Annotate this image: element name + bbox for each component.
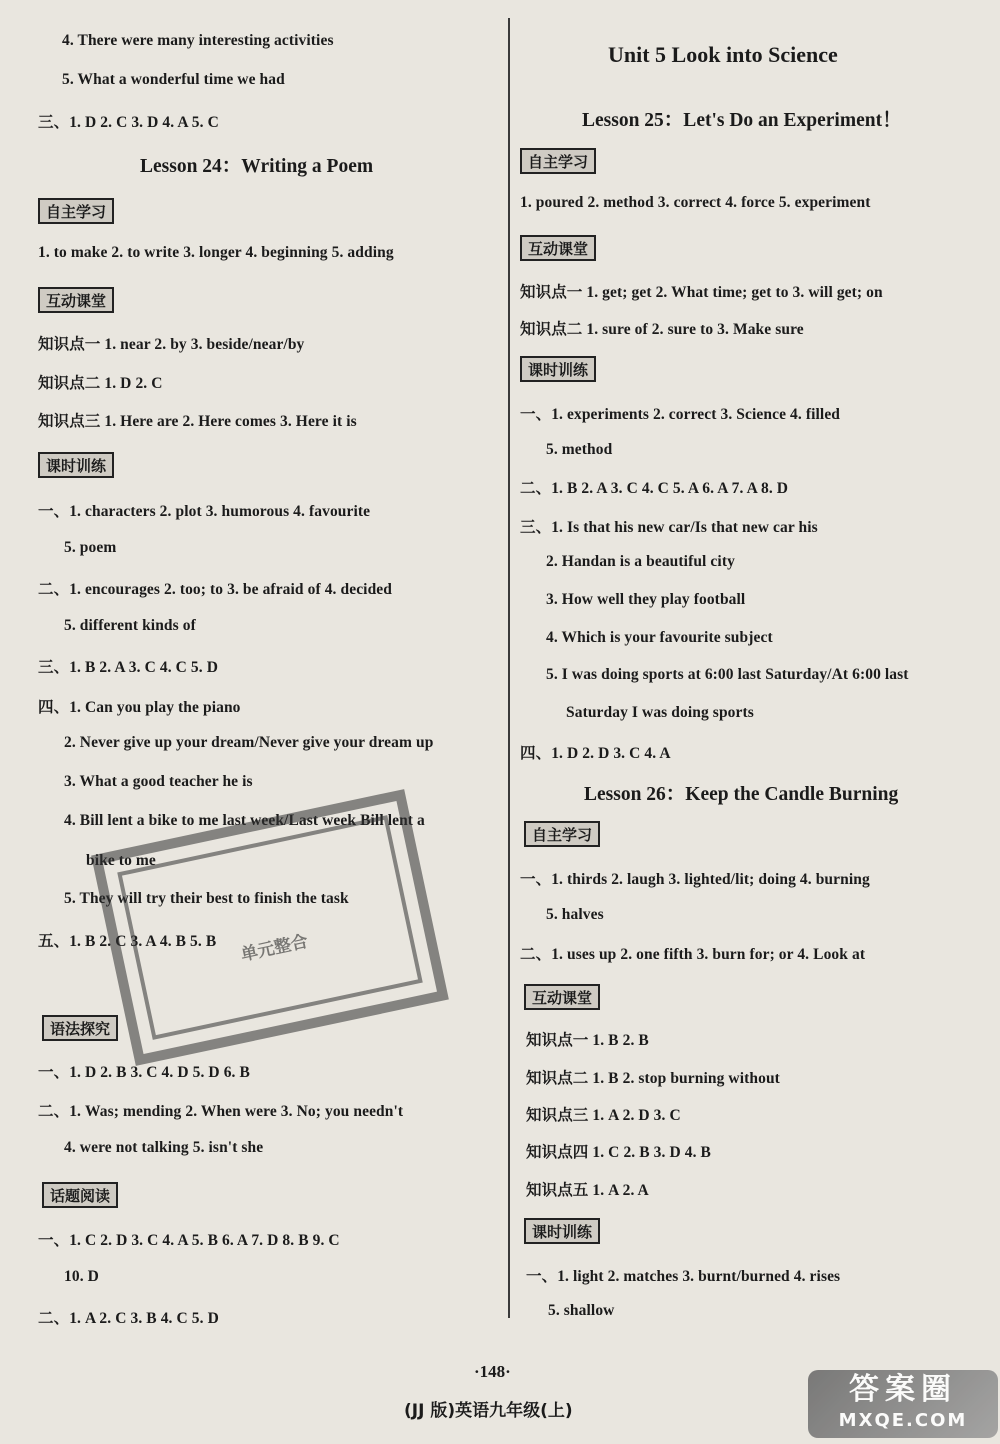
section-tag-self-study: 自主学习 [524, 821, 600, 847]
answer-line: 3. How well they play football [546, 591, 746, 608]
answer-line: bike to me [86, 852, 156, 869]
answer-line: 知识点二 1. B 2. stop burning without [526, 1070, 780, 1087]
seal-stamp-inner-border [117, 815, 423, 1040]
section-tag-topic-reading: 话题阅读 [42, 1182, 118, 1208]
answer-line: 5. What a wonderful time we had [62, 71, 285, 88]
answer-line: 5. halves [546, 906, 604, 923]
answer-line: 二、1. encourages 2. too; to 3. be afraid of 4. decided [38, 581, 393, 598]
answer-line: 5. shallow [548, 1302, 615, 1319]
answer-line: 2. Handan is a beautiful city [546, 553, 735, 570]
section-tag-practice: 课时训练 [520, 356, 596, 382]
answer-line: 知识点三 1. A 2. D 3. C [526, 1107, 681, 1124]
answer-line: 知识点一 1. near 2. by 3. beside/near/by [38, 336, 305, 353]
answer-line: 5. They will try their best to finish the task [64, 890, 349, 907]
seal-stamp [91, 789, 449, 1066]
section-tag-self-study: 自主学习 [38, 198, 114, 224]
unit-5-title: Unit 5 Look into Science [608, 42, 838, 67]
answer-line: 一、1. C 2. D 3. C 4. A 5. B 6. A 7. D 8. B 9. C [38, 1232, 340, 1249]
answer-line: 四、1. D 2. D 3. C 4. A [520, 745, 671, 762]
section-tag-interactive: 互动课堂 [520, 235, 596, 261]
answer-line: 二、1. uses up 2. one fifth 3. burn for; or 4. Look at [520, 946, 866, 963]
answer-line: 知识点五 1. A 2. A [526, 1182, 649, 1199]
section-tag-interactive: 互动课堂 [524, 984, 600, 1010]
watermark-logo [808, 1370, 998, 1438]
answer-line: 一、1. characters 2. plot 3. humorous 4. favourite [38, 503, 371, 520]
section-tag-self-study: 自主学习 [520, 148, 596, 174]
answer-line: 一、1. experiments 2. correct 3. Science 4. filled [520, 406, 841, 423]
column-divider [508, 18, 510, 1318]
answer-line: 一、1. light 2. matches 3. burnt/burned 4. rises [526, 1268, 841, 1285]
page-footer: (JJ 版)英语九年级(上) [404, 1401, 573, 1421]
lesson-25-heading: Lesson 25：Let's Do an Experiment！ [582, 110, 902, 131]
answer-line: 二、1. Was; mending 2. When were 3. No; you needn't [38, 1103, 404, 1120]
section-tag-practice: 课时训练 [524, 1218, 600, 1244]
answer-line: 二、1. A 2. C 3. B 4. C 5. D [38, 1310, 219, 1327]
answer-line: 三、1. D 2. C 3. D 4. A 5. C [38, 114, 219, 131]
answer-line: Saturday I was doing sports [566, 704, 754, 721]
answer-line: 一、1. thirds 2. laugh 3. lighted/lit; doing 4. burning [520, 871, 870, 888]
answer-line: 5. different kinds of [64, 617, 196, 634]
section-tag-practice: 课时训练 [38, 452, 114, 478]
lesson-26-heading: Lesson 26：Keep the Candle Burning [584, 784, 899, 805]
answer-line: 4. Bill lent a bike to me last week/Last week Bill lent a [64, 812, 425, 829]
answer-line: 5. poem [64, 539, 117, 556]
answer-line: 知识点二 1. D 2. C [38, 375, 163, 392]
answer-line: 三、1. Is that his new car/Is that new car his [520, 519, 818, 536]
answer-line: 10. D [64, 1268, 99, 1285]
answer-line: 二、1. B 2. A 3. C 4. C 5. A 6. A 7. A 8. D [520, 480, 789, 497]
answer-line: 5. method [546, 441, 613, 458]
answer-line: 知识点二 1. sure of 2. sure to 3. Make sure [520, 321, 804, 338]
lesson-24-heading: Lesson 24：Writing a Poem [140, 156, 374, 177]
answer-line: 五、1. B 2. C 3. A 4. B 5. B [38, 933, 217, 950]
answer-line: 3. What a good teacher he is [64, 773, 253, 790]
answer-line: 四、1. Can you play the piano [38, 699, 241, 716]
section-tag-grammar: 语法探究 [42, 1015, 118, 1041]
answer-line: 4. Which is your favourite subject [546, 629, 773, 646]
answer-line: 4. were not talking 5. isn't she [64, 1139, 264, 1156]
answer-line: 4. There were many interesting activities [62, 32, 334, 49]
answer-line: 知识点一 1. B 2. B [526, 1032, 649, 1049]
answer-line: 三、1. B 2. A 3. C 4. C 5. D [38, 659, 219, 676]
answer-line: 1. to make 2. to write 3. longer 4. beginning 5. adding [38, 244, 394, 261]
watermark-domain: MXQE.COM [838, 1410, 968, 1431]
unit-review-heading: 单元整合 [239, 931, 310, 966]
answer-line: 知识点一 1. get; get 2. What time; get to 3. will get; on [520, 284, 883, 301]
answer-line: 5. I was doing sports at 6:00 last Saturday/At 6:00 last [546, 666, 909, 683]
answer-line: 知识点三 1. Here are 2. Here comes 3. Here it is [38, 413, 357, 430]
answer-line: 一、1. D 2. B 3. C 4. D 5. D 6. B [38, 1064, 250, 1081]
watermark-text: 答案圈 [849, 1372, 957, 1407]
answer-line: 知识点四 1. C 2. B 3. D 4. B [526, 1144, 711, 1161]
answer-line: 1. poured 2. method 3. correct 4. force 5. experiment [520, 194, 871, 211]
page-number: ·148· [474, 1362, 511, 1381]
section-tag-interactive: 互动课堂 [38, 287, 114, 313]
answer-line: 2. Never give up your dream/Never give your dream up [64, 734, 434, 751]
